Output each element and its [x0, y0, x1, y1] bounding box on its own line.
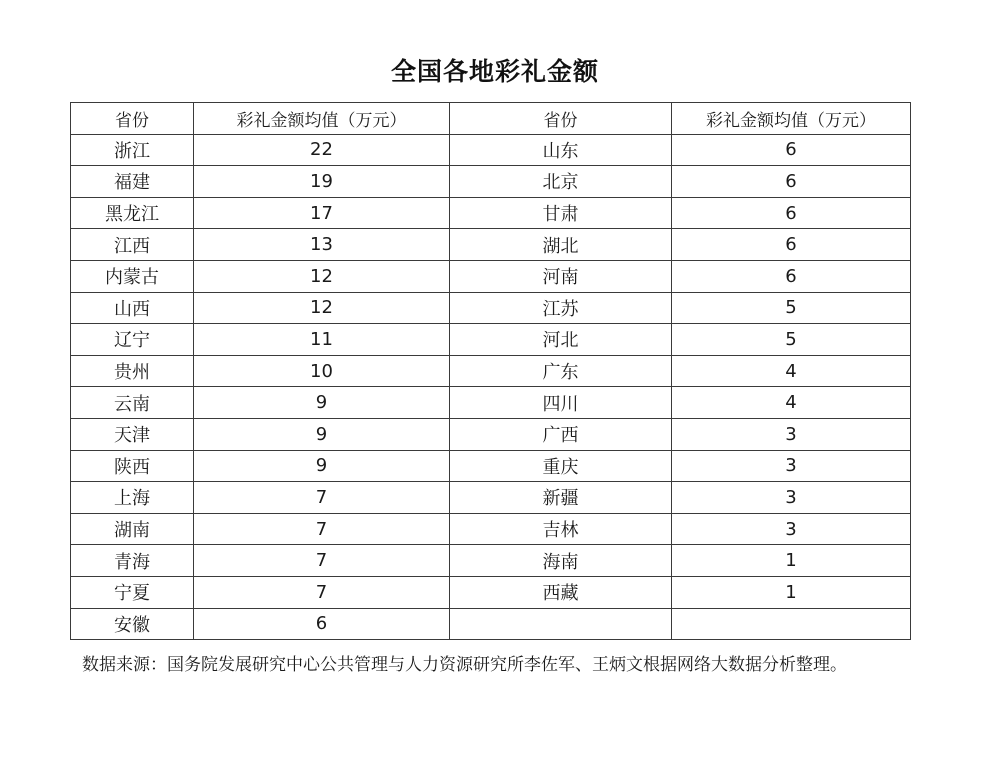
province-cell: 天津 — [71, 418, 194, 450]
value-cell-2: 1 — [672, 576, 911, 608]
province-cell-2: 重庆 — [450, 450, 672, 482]
header-value: 彩礼金额均值（万元） — [194, 103, 450, 135]
table-row — [71, 229, 911, 261]
province-cell-2: 北京 — [450, 166, 672, 198]
value-cell: 7 — [194, 482, 450, 514]
value-cell: 7 — [194, 545, 450, 577]
value-cell: 9 — [194, 387, 450, 419]
table-row — [71, 418, 911, 450]
province-cell: 山西 — [71, 292, 194, 324]
value-cell-2: 4 — [672, 387, 911, 419]
table-row — [71, 513, 911, 545]
value-cell-2: 6 — [672, 229, 911, 261]
value-cell-2: 5 — [672, 292, 911, 324]
value-cell-2: 3 — [672, 418, 911, 450]
province-cell: 黑龙江 — [71, 197, 194, 229]
table-row — [71, 197, 911, 229]
value-cell: 7 — [194, 576, 450, 608]
table-row — [71, 545, 911, 577]
value-cell-2: 6 — [672, 197, 911, 229]
province-cell-2: 新疆 — [450, 482, 672, 514]
table-row — [71, 166, 911, 198]
value-cell-2: 6 — [672, 166, 911, 198]
table-body — [71, 134, 911, 640]
header-province-2: 省份 — [450, 103, 672, 135]
province-cell-2: 江苏 — [450, 292, 672, 324]
value-cell: 17 — [194, 197, 450, 229]
province-cell-2: 广西 — [450, 418, 672, 450]
province-cell: 福建 — [71, 166, 194, 198]
value-cell-2: 6 — [672, 260, 911, 292]
province-cell-2: 山东 — [450, 134, 672, 166]
table-row — [71, 324, 911, 356]
table-row — [71, 482, 911, 514]
province-cell: 上海 — [71, 482, 194, 514]
value-cell-2: 4 — [672, 355, 911, 387]
value-cell-2: 3 — [672, 513, 911, 545]
value-cell: 9 — [194, 450, 450, 482]
province-cell: 陕西 — [71, 450, 194, 482]
province-cell-2 — [450, 608, 672, 640]
value-cell: 12 — [194, 260, 450, 292]
province-cell-2: 广东 — [450, 355, 672, 387]
province-cell-2: 西藏 — [450, 576, 672, 608]
bride-price-table — [70, 102, 911, 640]
province-cell: 浙江 — [71, 134, 194, 166]
page-title: 全国各地彩礼金额 — [390, 57, 599, 86]
province-cell-2: 吉林 — [450, 513, 672, 545]
province-cell: 青海 — [71, 545, 194, 577]
table-header-row — [71, 103, 911, 135]
province-cell: 湖南 — [71, 513, 194, 545]
value-cell: 13 — [194, 229, 450, 261]
header-value-2: 彩礼金额均值（万元） — [672, 103, 911, 135]
table-row — [71, 134, 911, 166]
table-row — [71, 608, 911, 640]
province-cell-2: 河北 — [450, 324, 672, 356]
table-row — [71, 355, 911, 387]
province-cell: 江西 — [71, 229, 194, 261]
province-cell-2: 四川 — [450, 387, 672, 419]
province-cell-2: 甘肃 — [450, 197, 672, 229]
province-cell-2: 湖北 — [450, 229, 672, 261]
value-cell: 7 — [194, 513, 450, 545]
province-cell: 贵州 — [71, 355, 194, 387]
value-cell: 22 — [194, 134, 450, 166]
value-cell: 12 — [194, 292, 450, 324]
value-cell: 6 — [194, 608, 450, 640]
table-row — [71, 450, 911, 482]
province-cell-2: 河南 — [450, 260, 672, 292]
table-row — [71, 260, 911, 292]
value-cell: 10 — [194, 355, 450, 387]
value-cell-2: 3 — [672, 450, 911, 482]
value-cell-2 — [672, 608, 911, 640]
table-row — [71, 576, 911, 608]
province-cell: 辽宁 — [71, 324, 194, 356]
province-cell: 云南 — [71, 387, 194, 419]
value-cell-2: 3 — [672, 482, 911, 514]
province-cell: 宁夏 — [71, 576, 194, 608]
value-cell: 11 — [194, 324, 450, 356]
header-province: 省份 — [71, 103, 194, 135]
province-cell: 内蒙古 — [71, 260, 194, 292]
province-cell-2: 海南 — [450, 545, 672, 577]
value-cell: 9 — [194, 418, 450, 450]
value-cell: 19 — [194, 166, 450, 198]
value-cell-2: 5 — [672, 324, 911, 356]
value-cell-2: 6 — [672, 134, 911, 166]
table-row — [71, 387, 911, 419]
table-row — [71, 292, 911, 324]
value-cell-2: 1 — [672, 545, 911, 577]
province-cell: 安徽 — [71, 608, 194, 640]
data-source-note: 数据来源：国务院发展研究中心公共管理与人力资源研究所李佐军、王炳文根据网络大数据分析整理。 — [82, 655, 847, 675]
